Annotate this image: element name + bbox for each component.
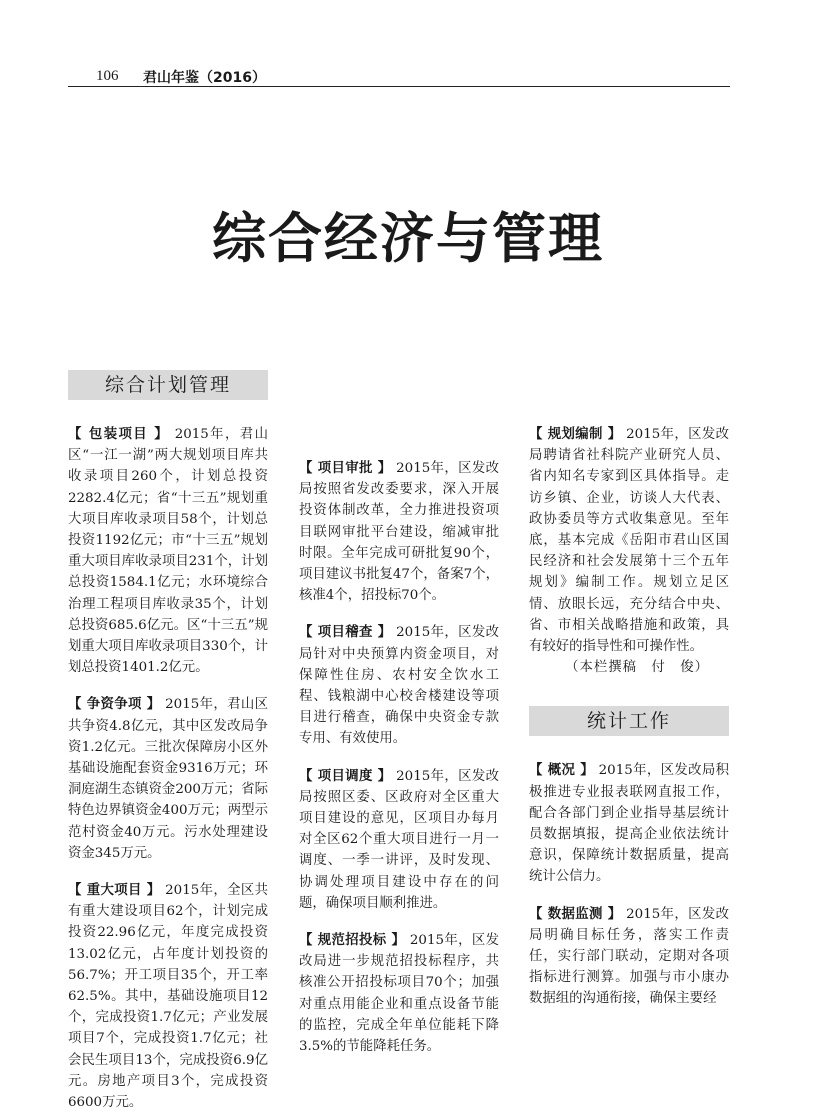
page-number: 106 xyxy=(96,68,119,84)
paragraph-data-monitoring: 【 数据监测 】 2015年，区发改局明确目标任务，落实工作责任，实行部门联动，定期对各项指标进行测算。加强与市小康办数据组的沟通衔接，确保主要经 xyxy=(529,906,729,1007)
paragraph-project-inspection: 【 项目稽查 】 2015年，区发改局针对中央预算内资金项目，对保障性住房、农村安全饮水工程、钱粮湖中心校舍楼建设等项目进行稽查，确保中央资金专款专用、有效使用。 xyxy=(299,625,499,747)
column-3 xyxy=(529,338,729,1010)
tag-project-inspection: 【 项目稽查 】 xyxy=(299,625,392,641)
tag-bidding: 【 规范招投标 】 xyxy=(299,933,406,949)
paragraph-project-approval: 【 项目审批 】 2015年，区发改局按照省发改委要求，深入开展投资体制改革，全力推进投资项目联网审批平台建设，缩减审批时限。全年完成可研批复90个，项目建议书批复47个，备案7个，核准4个，招投标70个。 xyxy=(299,461,499,604)
tag-major-projects: 【 重大项目 】 xyxy=(68,883,161,899)
column-2 xyxy=(299,338,499,1057)
section-title-stats: 统计工作 xyxy=(529,706,729,736)
paragraph-project-scheduling: 【 项目调度 】 2015年，区发改局按照区委、区政府对全区重大项目建设的意见，区项目办每月对全区62个重大项目进行一月一调度、一季一讲评，及时发现、协调处理项目建设中存在的问题，确保项目顺利推进。 xyxy=(299,768,499,911)
tag-funding: 【 争资争项 】 xyxy=(68,697,161,713)
book-title: 君山年鉴（2016） xyxy=(143,70,266,86)
tag-overview: 【 概况 】 xyxy=(529,763,595,779)
paragraph-overview: 【 概况 】 2015年，区发改局积极推进专业报表联网直报工作，配合各部门到企业指导基层统计员数据填报，提高企业依法统计意识，保障统计数据质量，提高统计公信力。 xyxy=(529,763,729,885)
tag-project-scheduling: 【 项目调度 】 xyxy=(299,768,392,784)
paragraph-packaging-projects: 【 包装项目 】 2015年，君山区“一江一湖”两大规划项目库共收录项目260个，计划总投资2282.4亿元；省“十三五”规划重大项目库收录项目58个，计划总投资1192亿元；市“十三五”规划重大项目库收录项目231个，计划总投资1584.1亿元；水环境综合治理工程项目库收录35个，计划总投资685.6亿元。区“十三五”规划重大项目库收录项目330个，计划总投资1401.2亿元。 xyxy=(68,427,268,676)
paragraph-funding: 【 争资争项 】 2015年，君山区共争资4.8亿元，其中区发改局争资1.2亿元。三批次保障房小区外基础设施配套资金9316万元；环洞庭湖生态镇资金200万元；省际特色边界镇资金400万元；两型示范村资金40万元。污水处理建设资金345万元。 xyxy=(68,697,268,861)
tag-project-approval: 【 项目审批 】 xyxy=(299,461,392,476)
running-header xyxy=(68,60,730,87)
paragraph-planning: 【 规划编制 】 2015年，区发改局聘请省社科院产业研究人员、省内知名专家到区具体指导。走访乡镇、企业，访谈人大代表、政协委员等方式收集意见。至年底，基本完成《岳阳市君山区国民经济和社会发展第十三个五年规划》编制工作。规划立足区情、放眼长远，充分结合中央、省、市相关战略措施和政策，具有较好的指导性和可操作性。 xyxy=(529,427,729,655)
paragraph-bidding: 【 规范招投标 】 2015年，区发改局进一步规范招投标程序，共核准公开招投标项目70个；加强对重点用能企业和重点设备节能的监控，完成全年单位能耗下降3.5%的节能降耗任务。 xyxy=(299,933,499,1055)
paragraph-major-projects: 【 重大项目 】 2015年，全区共有重大建设项目62个，计划完成投资22.96亿元，年度完成投资13.02亿元，占年度计划投资的56.7%；开工项目35个，开工率62.5%。其中，基础设施项目12个，完成投资1.7亿元；产业发展项目7个，完成投资1.7亿元；社会民生项目13个，完成投资6.9亿元。房地产项目3个，完成投资6600万元。 xyxy=(68,883,268,1111)
column-1 xyxy=(68,338,268,1113)
tag-packaging-projects: 【 包装项目 】 xyxy=(68,427,170,442)
section-title-plan: 综合计划管理 xyxy=(68,370,268,400)
chapter-title: 综合经济与管理 xyxy=(212,206,604,270)
tag-data-monitoring: 【 数据监测 】 xyxy=(529,906,622,922)
tag-planning: 【 规划编制 】 xyxy=(529,427,622,442)
author-credit: （本栏撰稿 付 俊） xyxy=(565,660,709,676)
